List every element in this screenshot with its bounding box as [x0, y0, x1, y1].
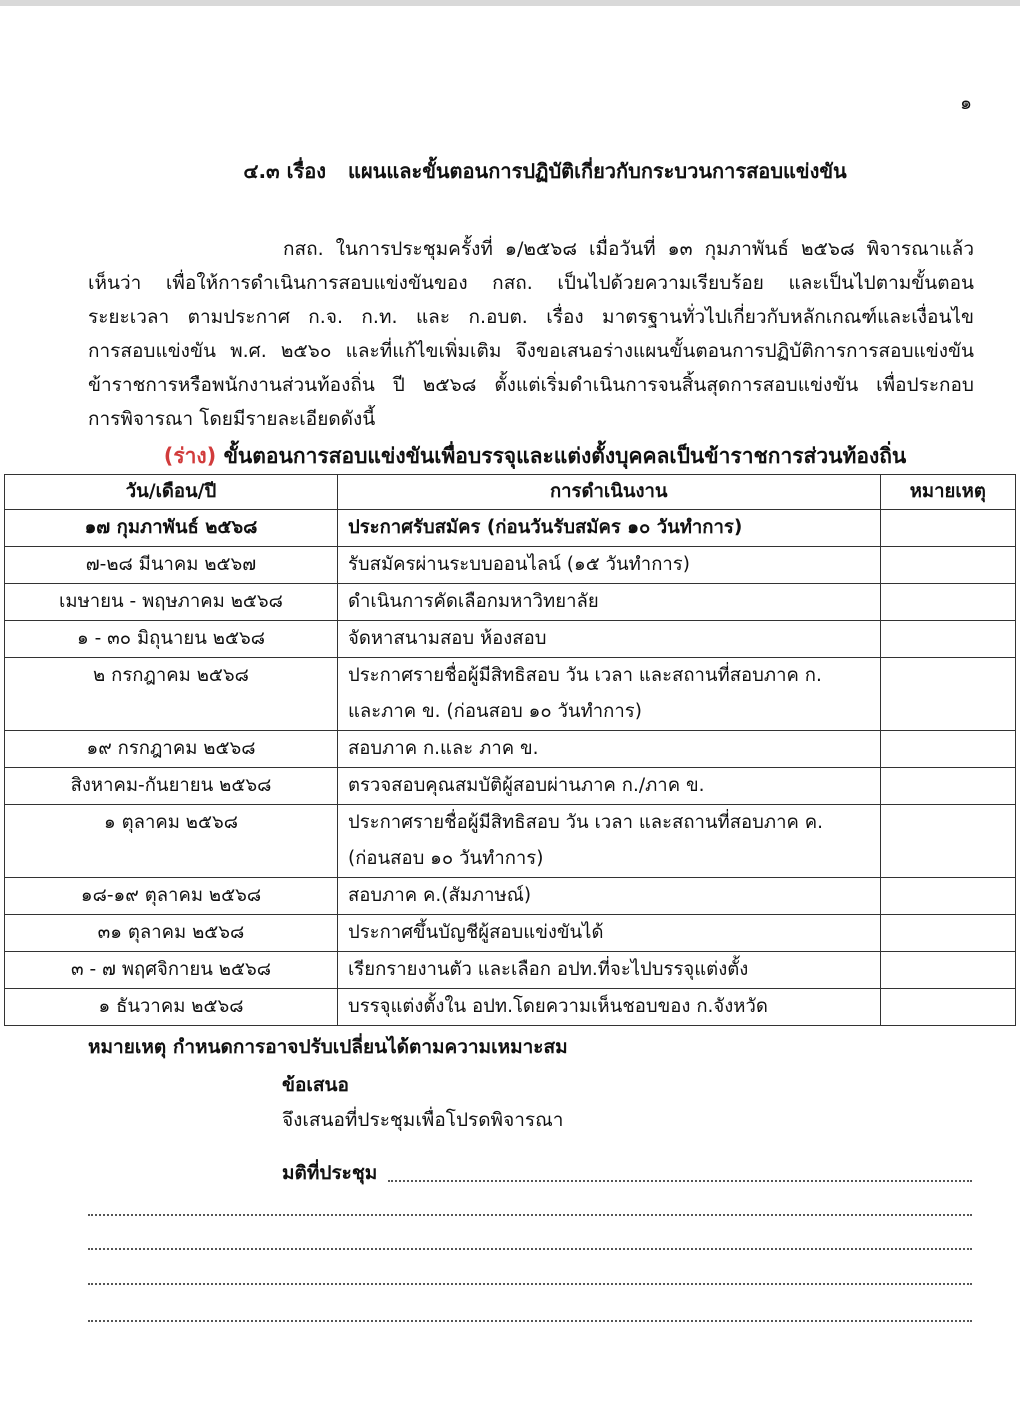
- row-date: ๓๑ ตุลาคม ๒๕๖๘: [5, 915, 338, 952]
- schedule-heading: [0, 440, 1020, 473]
- row-note: [880, 510, 1015, 547]
- row-action: สอบภาค ค.(สัมภาษณ์): [337, 878, 880, 915]
- row-date: ๑ - ๓๐ มิถุนายน ๒๕๖๘: [5, 621, 338, 658]
- row-date: ๑๗ กุมภาพันธ์ ๒๕๖๘: [5, 510, 338, 547]
- resolution-label: มติที่ประชุม: [282, 1162, 378, 1184]
- row-action: บรรจุแต่งตั้งใน อปท.โดยความเห็นชอบของ ก.จังหวัด: [337, 989, 880, 1026]
- table-header-row: [5, 475, 1016, 510]
- row-note: [880, 658, 1015, 731]
- row-action: ประกาศรับสมัคร (ก่อนวันรับสมัคร ๑๐ วันทำการ): [337, 510, 880, 547]
- footnote: หมายเหตุ กำหนดการอาจปรับเปลี่ยนได้ตามความเหมาะสม: [88, 1036, 568, 1058]
- row-note: [880, 621, 1015, 658]
- intro-line: เห็นว่า เพื่อให้การดำเนินการสอบแข่งขันของ กสถ. เป็นไปด้วยความเรียบร้อย และเป็นไปตามขั้นตอน: [88, 272, 974, 294]
- row-date: ๒ กรกฎาคม ๒๕๖๘: [5, 658, 338, 731]
- row-note: [880, 547, 1015, 584]
- table-row: [5, 989, 1016, 1026]
- agenda-subject: แผนและขั้นตอนการปฏิบัติเกี่ยวกับกระบวนการสอบแข่งขัน: [348, 159, 847, 183]
- row-action-line: (ก่อนสอบ ๑๐ วันทำการ): [347, 848, 544, 869]
- row-note: [880, 878, 1015, 915]
- intro-line: ระยะเวลา ตามประกาศ ก.จ. ก.ท. และ ก.อบต. เรื่อง มาตรฐานทั่วไปเกี่ยวกับหลักเกณฑ์และเงื่อนไข: [88, 306, 974, 328]
- schedule-heading-text: ขั้นตอนการสอบแข่งขันเพื่อบรรจุและแต่งตั้งบุคคลเป็นข้าราชการส่วนท้องถิ่น: [223, 444, 907, 468]
- top-border: [0, 0, 1020, 6]
- resolution-dotted-line: [88, 1248, 972, 1250]
- header-date: วัน/เดือน/ปี: [5, 475, 338, 510]
- row-action: [337, 658, 880, 731]
- page-number: ๑: [959, 92, 972, 114]
- row-date: ๑๙ กรกฎาคม ๒๕๖๘: [5, 731, 338, 768]
- row-action: เรียกรายงานตัว และเลือก อปท.ที่จะไปบรรจุแต่งตั้ง: [337, 952, 880, 989]
- table-row: [5, 915, 1016, 952]
- row-date: ๑ ตุลาคม ๒๕๖๘: [5, 805, 338, 878]
- draft-tag: (ร่าง): [163, 444, 217, 468]
- table-row: [5, 768, 1016, 805]
- table-row: [5, 952, 1016, 989]
- agenda-title: [0, 155, 1020, 187]
- table-row: [5, 584, 1016, 621]
- resolution-dotted-line: [88, 1214, 972, 1216]
- row-action-line: และภาค ข. (ก่อนสอบ ๑๐ วันทำการ): [347, 701, 642, 722]
- header-note: หมายเหตุ: [880, 475, 1015, 510]
- row-action: ตรวจสอบคุณสมบัติผู้สอบผ่านภาค ก./ภาค ข.: [337, 768, 880, 805]
- row-action: สอบภาค ก.และ ภาค ข.: [337, 731, 880, 768]
- row-date: ๓ - ๗ พฤศจิกายน ๒๕๖๘: [5, 952, 338, 989]
- row-note: [880, 584, 1015, 621]
- row-action-line: ประกาศรายชื่อผู้มีสิทธิสอบ วัน เวลา และสถานที่สอบภาค ค.: [347, 812, 823, 833]
- row-date: ๑ ธันวาคม ๒๕๖๘: [5, 989, 338, 1026]
- resolution-dotted-line: [88, 1320, 972, 1322]
- table-row: [5, 658, 1016, 731]
- row-date: ๑๘-๑๙ ตุลาคม ๒๕๖๘: [5, 878, 338, 915]
- agenda-number: ๔.๓ เรื่อง: [243, 159, 327, 183]
- table-row: [5, 621, 1016, 658]
- schedule-table: [4, 474, 1016, 1026]
- row-action: ประกาศขึ้นบัญชีผู้สอบแข่งขันได้: [337, 915, 880, 952]
- table-row: [5, 510, 1016, 547]
- table-row: [5, 547, 1016, 584]
- row-note: [880, 952, 1015, 989]
- intro-line: การพิจารณา โดยมีรายละเอียดดังนี้: [88, 408, 376, 430]
- row-action: ดำเนินการคัดเลือกมหาวิทยาลัย: [337, 584, 880, 621]
- row-date: เมษายน - พฤษภาคม ๒๕๖๘: [5, 584, 338, 621]
- row-action-line: ประกาศรายชื่อผู้มีสิทธิสอบ วัน เวลา และสถานที่สอบภาค ก.: [347, 665, 822, 686]
- intro-line: การสอบแข่งขัน พ.ศ. ๒๕๖๐ และที่แก้ไขเพิ่มเติม จึงขอเสนอร่างแผนขั้นตอนการปฏิบัติการการสอบแข่งขัน: [88, 340, 974, 362]
- row-action: [337, 805, 880, 878]
- table-row: [5, 805, 1016, 878]
- row-date: ๗-๒๘ มีนาคม ๒๕๖๗: [5, 547, 338, 584]
- resolution-dotted-line: [88, 1283, 972, 1285]
- intro-line: กสถ. ในการประชุมครั้งที่ ๑/๒๕๖๘ เมื่อวันที่ ๑๓ กุมภาพันธ์ ๒๕๖๘ พิจารณาแล้ว: [283, 238, 974, 260]
- row-note: [880, 989, 1015, 1026]
- row-action: รับสมัครผ่านระบบออนไลน์ (๑๕ วันทำการ): [337, 547, 880, 584]
- row-note: [880, 768, 1015, 805]
- proposal-text: จึงเสนอที่ประชุมเพื่อโปรดพิจารณา: [282, 1109, 564, 1131]
- proposal-label: ข้อเสนอ: [282, 1074, 349, 1096]
- row-note: [880, 805, 1015, 878]
- row-action: จัดหาสนามสอบ ห้องสอบ: [337, 621, 880, 658]
- intro-paragraph: [88, 232, 974, 436]
- header-action: การดำเนินงาน: [337, 475, 880, 510]
- row-date: สิงหาคม-กันยายน ๒๕๖๘: [5, 768, 338, 805]
- table-row: [5, 878, 1016, 915]
- resolution-dotted-line: [388, 1180, 972, 1182]
- row-note: [880, 731, 1015, 768]
- intro-line: ข้าราชการหรือพนักงานส่วนท้องถิ่น ปี ๒๕๖๘ ตั้งแต่เริ่มดำเนินการจนสิ้นสุดการสอบแข่งขัน เพื่อประกอบ: [88, 374, 974, 396]
- row-note: [880, 915, 1015, 952]
- table-row: [5, 731, 1016, 768]
